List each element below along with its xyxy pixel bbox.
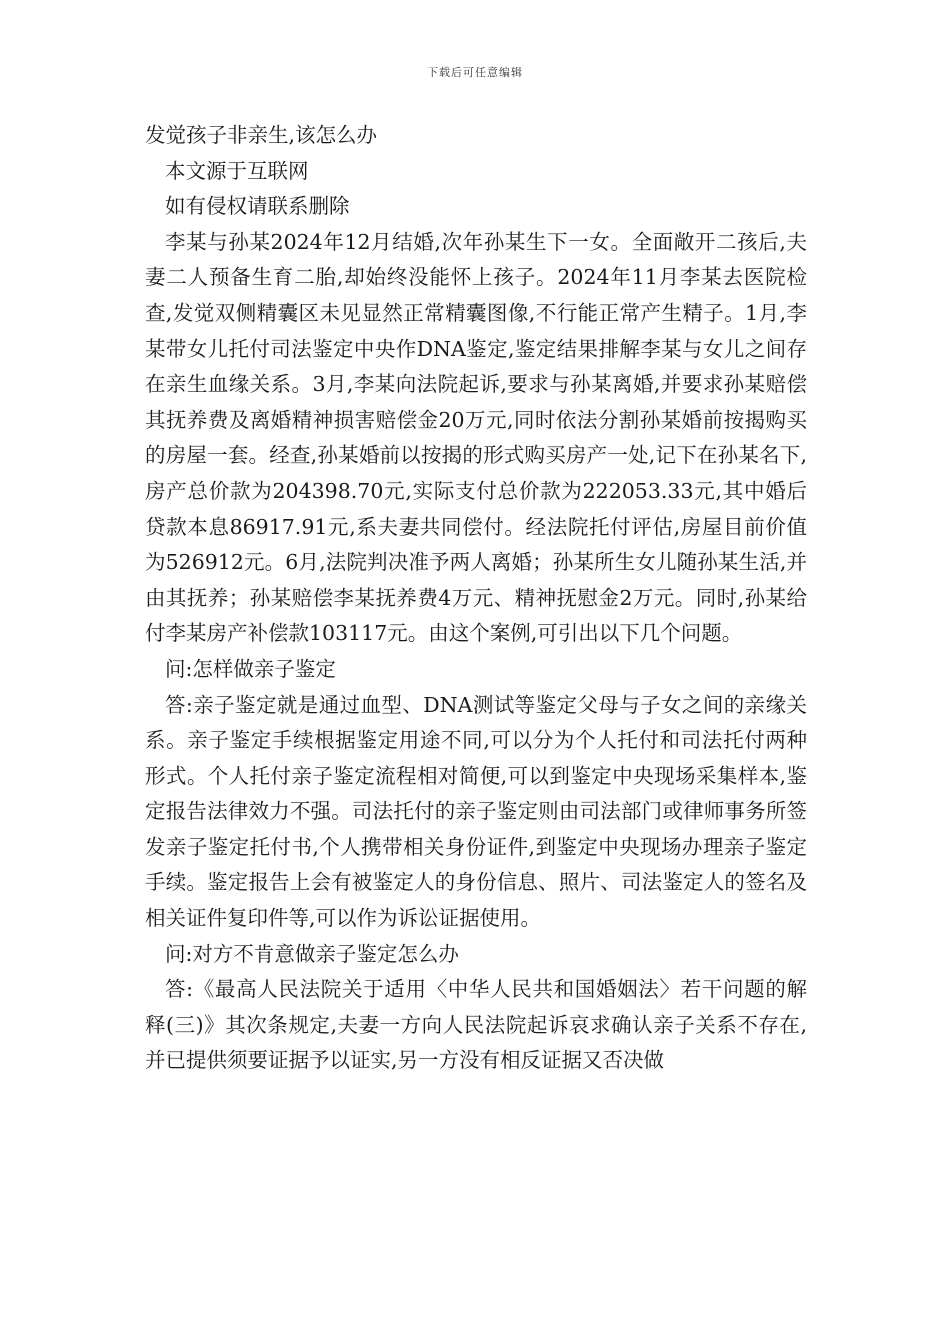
source-note: 本文源于互联网 <box>165 158 309 183</box>
case-paragraph: 李某与孙某2024年12月结婚,次年孙某生下一女。全面敞开二孩后,夫妻二人预备生育二胎,却始终没能怀上孩子。2024年11月李某去医院检查,发觉双侧精囊区未见显然正常精囊图像,不行能正常产生精子。1月,李某带女儿托付司法鉴定中央作DNA鉴定,鉴定结果排解李某与女儿之间存在亲生血缘关系。3月,李某向法院起诉,要求与孙某离婚,并要求孙某赔偿其抚养费及离婚精神损害赔偿金20万元,同时依法分割孙某婚前按揭购买的房屋一套。经查,孙某婚前以按揭的形式购买房产一处,记下在孙某名下,房产总价款为204398.70元,实际支付总价款为222053.33元,其中婚后贷款本息86917.91元,系夫妻共同偿付。经法院托付评估,房屋目前价值为526912元。6月,法院判决准予两人离婚；孙某所生女儿随孙某生活,并由其抚养；孙某赔偿李某抚养费4万元、精神抚慰金2万元。同时,孙某给付李某房产补偿款103117元。由这个案例,可引出以下几个问题。 <box>145 229 807 646</box>
document-body <box>145 118 807 1079</box>
question-heading: 问:怎样做亲子鉴定 <box>165 656 336 681</box>
copyright-note: 如有侵权请联系删除 <box>165 194 350 219</box>
answer-paragraph: 答:亲子鉴定就是通过血型、DNA测试等鉴定父母与子女之间的亲缘关系。亲子鉴定手续根据鉴定用途不同,可以分为个人托付和司法托付两种形式。个人托付亲子鉴定流程相对简便,可以到鉴定中央现场采集样本,鉴定报告法律效力不强。司法托付的亲子鉴定则由司法部门或律师事务所签发亲子鉴定托付书,个人携带相关身份证件,到鉴定中央现场办理亲子鉴定手续。鉴定报告上会有被鉴定人的身份信息、照片、司法鉴定人的签名及相关证件复印件等,可以作为诉讼证据使用。 <box>145 692 807 931</box>
document-title: 发觉孩子非亲生,该怎么办 <box>145 123 378 147</box>
question-heading: 问:对方不肯意做亲子鉴定怎么办 <box>165 941 459 966</box>
header-note: 下载后可任意编辑 <box>427 66 523 79</box>
answer-paragraph: 答:《最高人民法院关于适用〈中华人民共和国婚姻法〉若干问题的解释(三)》其次条规定,夫妻一方向人民法院起诉哀求确认亲子关系不存在,并已提供须要证据予以证实,另一方没有相反证据又否决做 <box>145 977 807 1073</box>
